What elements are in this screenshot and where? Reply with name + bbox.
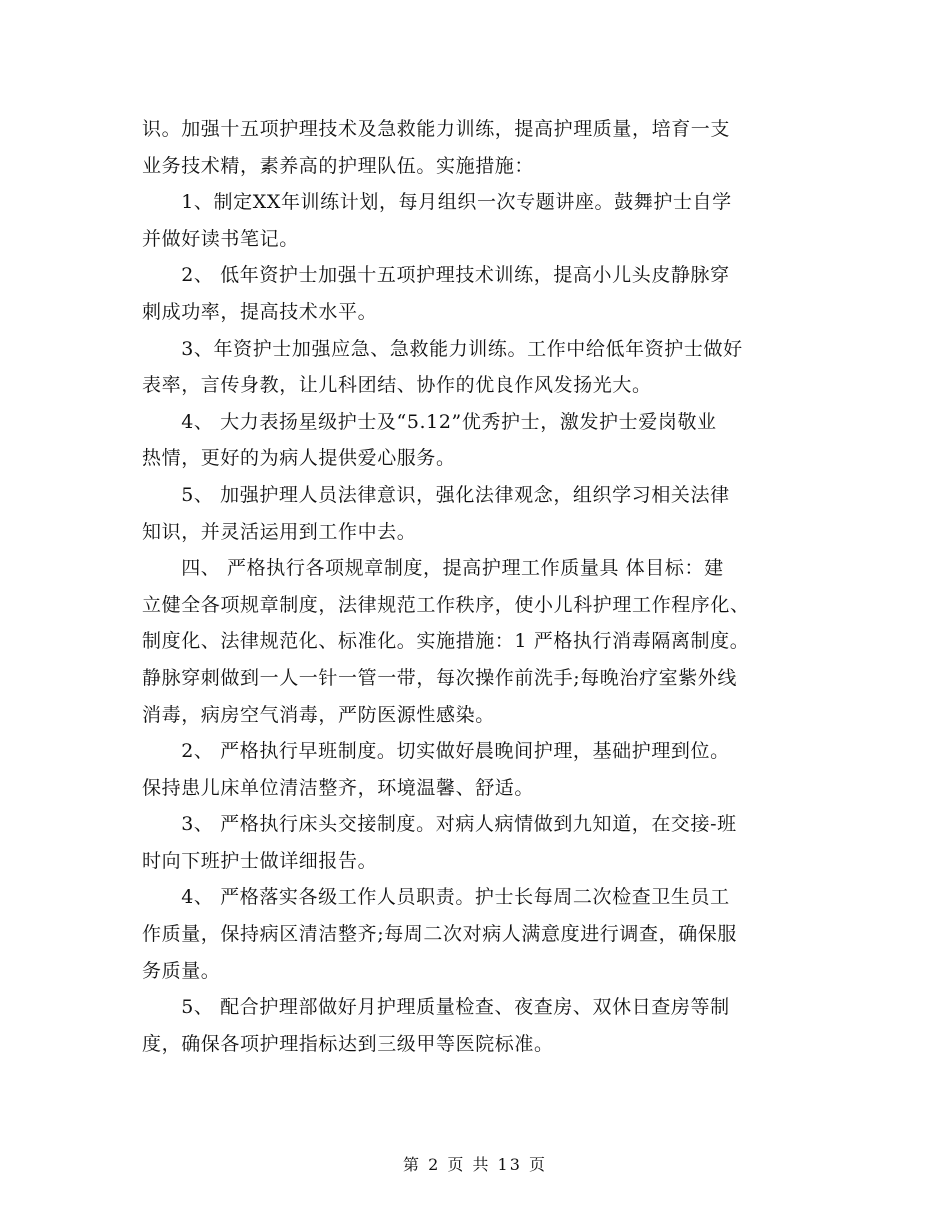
text-line: 3、 严格执行床头交接制度。对病人病情做到九知道，在交接-班 [142, 813, 737, 836]
text-line: 制度化、法律规范化、标准化。实施措施：1 严格执行消毒隔离制度。 [142, 630, 750, 653]
text-line: 4、 大力表扬星级护士及“5.12”优秀护士，激发护士爱岗敬业 [142, 410, 717, 433]
text-line: 并做好读书笔记。 [142, 227, 299, 250]
text-line: 5、 加强护理人员法律意识，强化法律观念，组织学习相关法律 [142, 483, 730, 506]
text-line: 知识，并灵活运用到工作中去。 [142, 520, 417, 543]
text-line: 2、 低年资护士加强十五项护理技术训练，提高小儿头皮静脉穿 [142, 264, 730, 287]
text-line: 识。加强十五项护理技术及急救能力训练，提高护理质量，培育一支 [142, 118, 731, 140]
text-line: 5、 配合护理部做好月护理质量检查、夜查房、双休日查房等制 [142, 996, 730, 1019]
text-line: 度，确保各项护理指标达到三级甲等医院标准。 [142, 1032, 554, 1055]
text-line: 2、 严格执行早班制度。切实做好晨晚间护理，基础护理到位。 [142, 740, 730, 763]
text-line: 4、 严格落实各级工作人员职责。护士长每周二次检查卫生员工 [142, 886, 730, 909]
text-line: 作质量，保持病区清洁整齐;每周二次对病人满意度进行调查，确保服 [142, 923, 738, 946]
text-line: 静脉穿刺做到一人一针一管一带，每次操作前洗手;每晚治疗室紫外线 [142, 666, 738, 689]
text-line: 消毒，病房空气消毒，严防医源性感染。 [142, 703, 495, 726]
text-line: 保持患儿床单位清洁整齐，环境温馨、舒适。 [142, 776, 535, 799]
document-body [142, 111, 812, 1062]
text-line: 立健全各项规章制度，法律规范工作秩序，使小儿科护理工作程序化、 [142, 593, 750, 616]
text-line: 3、年资护士加强应急、急救能力训练。工作中给低年资护士做好 [142, 337, 743, 360]
text-line: 热情，更好的为病人提供爱心服务。 [142, 447, 456, 470]
text-line: 务质量。 [142, 959, 221, 982]
text-line: 表率，言传身教，让儿科团结、协作的优良作风发扬光大。 [142, 374, 652, 397]
text-line: 刺成功率，提高技术水平。 [142, 300, 378, 323]
text-line: 1、制定XX年训练计划，每月组织一次专题讲座。鼓舞护士自学 [142, 191, 732, 214]
text-line: 四、 严格执行各项规章制度，提高护理工作质量具 体目标：建 [142, 557, 724, 580]
text-line: 时向下班护士做详细报告。 [142, 849, 378, 872]
text-line: 业务技术精，素养高的护理队伍。实施措施： [142, 154, 535, 177]
page-number-footer: 第 2 页 共 13 页 [403, 1155, 547, 1174]
